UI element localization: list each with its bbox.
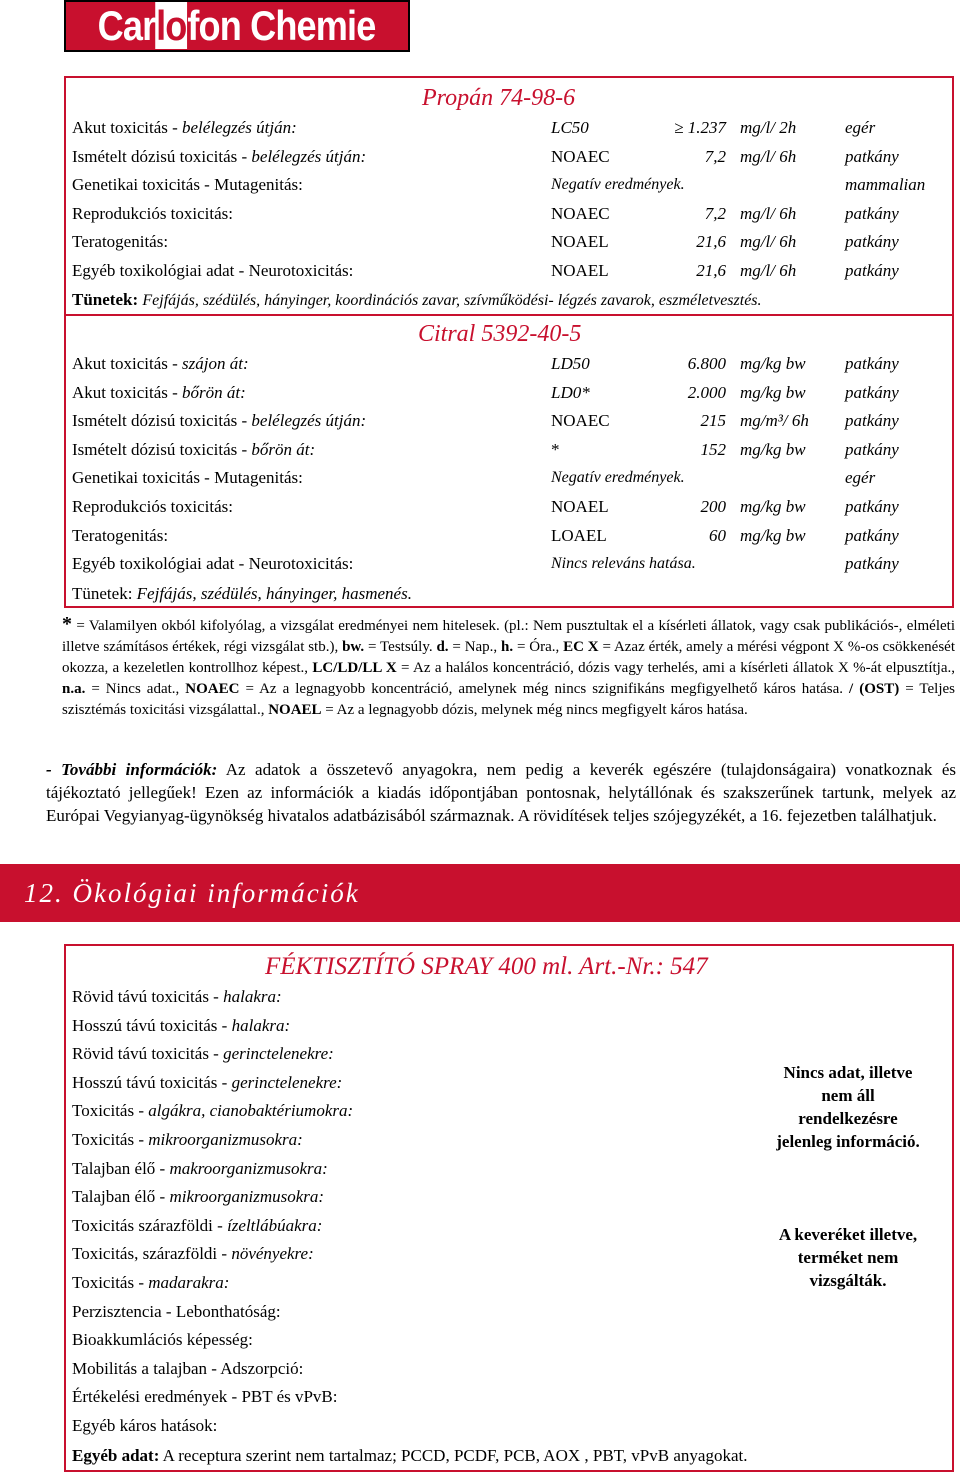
tox-row-value: 215 (700, 411, 726, 431)
tox-row-label: Reprodukciós toxicitás: (72, 203, 234, 223)
substance-title-citral: Citral 5392-40-5 (418, 321, 582, 347)
tox-row-species: patkány (845, 411, 899, 431)
other-data: Egyéb adat: A receptura szerint nem tartalmaz; PCCD, PCDF, PCB, AOX , PBT, vPvB anyagokat. (72, 1446, 748, 1465)
tox-row-species: patkány (845, 554, 899, 574)
tox-row-label: Teratogenitás: (72, 525, 169, 545)
tox-row-species: patkány (845, 382, 899, 402)
eco-row: Mobilitás a talajban - Adszorpció: (72, 1358, 304, 1378)
eco-row: Hosszú távú toxicitás - gerinctelenekre: (72, 1072, 343, 1092)
eco-row: Toxicitás - algákra, cianobaktériumokra: (72, 1101, 354, 1121)
tox-row-unit: mg/kg bw (740, 497, 806, 516)
not-tested-note: A keveréket illetve, terméket nem vizsgálták. (778, 1225, 918, 1290)
tox-row-label: Genetikai toxicitás - Mutagenitás: (72, 468, 303, 488)
tox-row-species: patkány (845, 439, 899, 459)
tox-row-value: 7,2 (704, 146, 726, 166)
tox-row-label: Teratogenitás: (72, 232, 169, 252)
tox-row-value: 21,6 (696, 232, 726, 252)
tox-row-type: NOAEC (551, 411, 610, 431)
section-header-12 (0, 864, 960, 922)
tox-row-label: Akut toxicitás - belélegzés útján: (72, 118, 297, 137)
tox-row-species: mammalian (845, 175, 926, 195)
tox-row-label: Genetikai toxicitás - Mutagenitás: (72, 175, 303, 195)
tox-row-species: patkány (845, 146, 899, 166)
tox-row-value: 2.000 (687, 382, 726, 402)
tox-row-species: egér (845, 468, 876, 488)
tox-row-value: 7,2 (704, 203, 726, 223)
tox-row-species: patkány (845, 203, 899, 223)
tox-row-unit: mg/l/ 2h (740, 118, 797, 137)
substance-title-propan: Propán 74-98-6 (422, 85, 576, 111)
tox-row-unit: mg/l/ 6h (740, 232, 797, 252)
tox-row-species: patkány (845, 261, 899, 280)
tox-row-type: NOAEL (551, 232, 609, 252)
tox-row-type: Negatív eredmények. (551, 469, 685, 487)
tox-row-species: patkány (845, 497, 899, 516)
tox-row-type: NOAEC (551, 146, 610, 166)
tox-row-value: 21,6 (696, 261, 726, 280)
citral-symptoms: Tünetek: Fejfájás, szédülés, hányinger, hasmenés. (72, 584, 412, 603)
tox-row-unit: mg/kg bw (740, 525, 806, 545)
tox-row-value: 6.800 (687, 354, 726, 373)
divider (66, 314, 952, 316)
eco-row: Egyéb káros hatások: (72, 1416, 218, 1435)
section-title: 12. Ökológiai információk (24, 877, 360, 908)
eco-row: Toxicitás - madarakra: (72, 1273, 230, 1292)
tox-row-type: NOAEC (551, 203, 610, 223)
tox-row-type: * (551, 439, 560, 459)
eco-row: Perzisztencia - Lebonthatóság: (72, 1301, 281, 1321)
tox-row-type: LC50 (551, 118, 589, 137)
tox-row-label: Akut toxicitás - bőrön át: (72, 382, 246, 402)
tox-row-label: Ismételt dózisú toxicitás - belélegzés útján: (72, 146, 367, 166)
tox-row-unit: mg/kg bw (740, 382, 806, 402)
tox-row-value: 60 (709, 525, 726, 545)
tox-row-label: Ismételt dózisú toxicitás - belélegzés útján: (72, 411, 367, 431)
tox-row-type: NOAEL (551, 261, 609, 280)
tox-row-species: patkány (845, 232, 899, 252)
tox-row-label: Egyéb toxikológiai adat - Neurotoxicitás: (72, 261, 354, 280)
eco-row: Talajban élő - mikroorganizmusokra: (72, 1187, 325, 1207)
tox-row-label: Egyéb toxikológiai adat - Neurotoxicitás: (72, 554, 354, 574)
propan-symptoms: Tünetek: Fejfájás, szédülés, hányinger, koordinációs zavar, szívműködési- légzés zavarok, eszméletvesztés. (72, 290, 762, 309)
eco-row: Rövid távú toxicitás - halakra: (72, 987, 282, 1006)
eco-row: Toxicitás - mikroorganizmusokra: (72, 1130, 303, 1149)
tox-row-type: Nincs releváns hatása. (551, 555, 696, 573)
tox-row-unit: mg/l/ 6h (740, 203, 797, 223)
tox-row-type: Negatív eredmények. (551, 176, 685, 194)
eco-row: Talajban élő - makroorganizmusokra: (72, 1158, 328, 1178)
tox-row-species: patkány (845, 354, 899, 373)
tox-row-type: LD0* (551, 382, 590, 402)
tox-row-species: egér (845, 118, 876, 137)
tox-row-unit: mg/m³/ 6h (740, 411, 809, 431)
tox-row-unit: mg/l/ 6h (740, 146, 797, 166)
no-data-note: Nincs adat, illetve nem áll rendelkezésre jelenleg információ. (776, 1063, 920, 1151)
eco-row: Rövid távú toxicitás - gerinctelenekre: (72, 1044, 334, 1064)
eco-row: Toxicitás, szárazföldi - növényekre: (72, 1244, 314, 1264)
abbreviation-footnote: * = Valamilyen okból kifolyólag, a vizsgálat eredményei nem hitelesek. (pl.: Nem pusztultak el a kísérleti állatok, vagy csak publikációs-, elméleti illetve számításos értékek, régi vizsgálat stb.), bw. = Testsúly. d. = Nap., h. = Óra., EC X = Azaz érték, amely a mérési végpont X %-os csökkenését okozza, a kezeletlen kontrollhoz képest., LC/LD/LL X = Az a halálos koncentráció, dózis vagy terhelés, ami a kísérleti állatok X %-át elpusztítja., n.a. = Nincs adat., NOAEC = Az a legnagyobb koncentráció, amelynek még nincs szignifikáns megfigyelhető káros hatása. / (OST) = Teljes szisztémás toxicitási vizsgálattal., NOAEL = Az a legnagyobb dózis, melynek még nincs megfigyelt káros hatása. (62, 613, 956, 718)
product-title: FÉKTISZTÍTÓ SPRAY 400 ml. Art.-Nr.: 547 (265, 953, 708, 980)
eco-row: Bioakkumlációs képesség: (72, 1330, 253, 1350)
tox-row-type: LOAEL (551, 525, 607, 545)
eco-row: Toxicitás szárazföldi - ízeltlábúakra: (72, 1215, 323, 1235)
eco-row: Értékelési eredmények - PBT és vPvB: (72, 1387, 338, 1407)
further-information: - További információk: Az adatok a összetevő anyagokra, nem pedig a keverék egészére (tulajdonságaira) vonatkoznak és tájékoztató jellegűek! Ezen az információk a kiadás időpontjában pontosnak, helytállónak és szakszerűnek tartunk, melyek az Európai Vegyianyag-ügynökség hivatalos adatbázisából származnak. A rövidítések teljes szójegyzékét, a 16. fejezetben találhatjuk. (46, 760, 956, 825)
tox-row-species: patkány (845, 525, 899, 545)
tox-row-label: Ismételt dózisú toxicitás - bőrön át: (72, 439, 316, 459)
company-logo: Carlofon Chemie (64, 0, 410, 52)
tox-row-type: NOAEL (551, 497, 609, 516)
tox-row-value: 152 (700, 439, 726, 459)
tox-row-type: LD50 (551, 354, 590, 373)
tox-row-value: 200 (700, 497, 726, 516)
eco-row: Hosszú távú toxicitás - halakra: (72, 1015, 291, 1035)
tox-row-unit: mg/kg bw (740, 354, 806, 373)
tox-row-label: Akut toxicitás - szájon át: (72, 354, 249, 373)
tox-row-unit: mg/l/ 6h (740, 261, 797, 280)
tox-row-label: Reprodukciós toxicitás: (72, 497, 234, 516)
tox-row-unit: mg/kg bw (740, 439, 806, 459)
tox-row-value: ≥ 1.237 (674, 118, 726, 137)
